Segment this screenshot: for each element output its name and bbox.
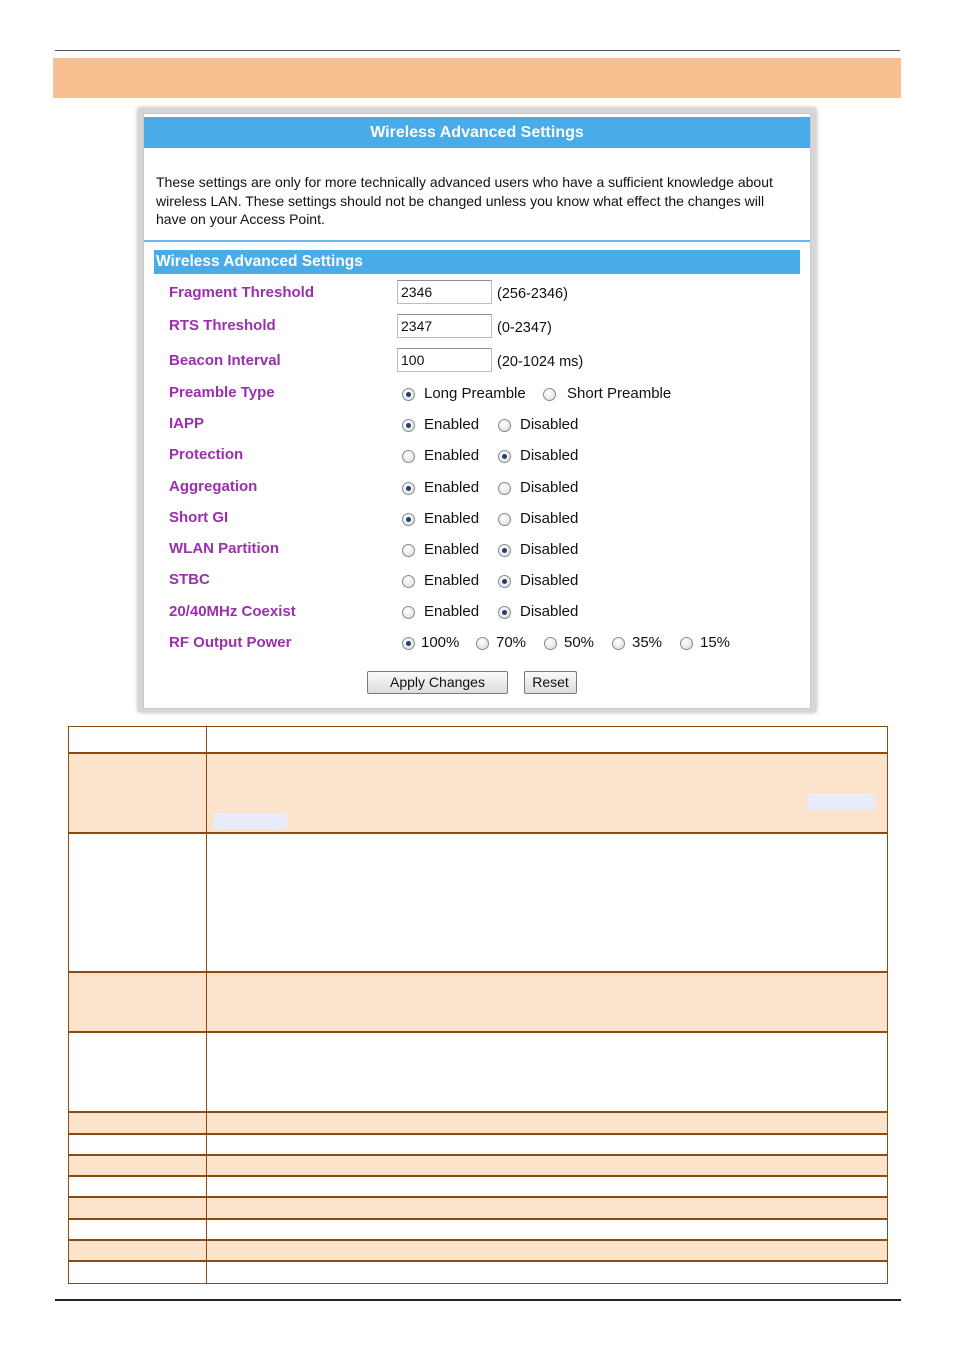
panel-title: Wireless Advanced Settings [144, 117, 810, 148]
table-row [68, 1156, 888, 1177]
screenshot-frame [138, 108, 816, 712]
stbc-enabled-radio[interactable] [402, 575, 415, 588]
beacon-interval-range: (20-1024 ms) [497, 354, 584, 370]
rf-power-35-radio[interactable] [612, 637, 625, 650]
section-band [53, 58, 901, 98]
fragment-threshold-label: Fragment Threshold [169, 284, 315, 301]
coexist-disabled-radio[interactable] [498, 606, 511, 619]
iapp-enabled-label: Enabled [424, 416, 480, 433]
long-preamble-label: Long Preamble [424, 385, 526, 402]
aggregation-disabled-radio[interactable] [498, 482, 511, 495]
preamble-type-label: Preamble Type [169, 384, 275, 401]
wlan-partition-enabled-radio[interactable] [402, 544, 415, 557]
section-title: Wireless Advanced Settings [154, 250, 800, 274]
rf-power-100-label: 100% [421, 634, 460, 651]
wlan-partition-disabled-label: Disabled [520, 541, 579, 558]
table-row [68, 1135, 888, 1156]
stbc-disabled-label: Disabled [520, 572, 579, 589]
aggregation-label: Aggregation [169, 478, 258, 495]
rf-power-50-radio[interactable] [544, 637, 557, 650]
rf-power-100-radio[interactable] [402, 637, 415, 650]
stbc-enabled-label: Enabled [424, 572, 480, 589]
reset-button[interactable]: Reset [524, 671, 577, 694]
fragment-threshold-range: (256-2346) [497, 286, 568, 302]
table-row [68, 726, 888, 754]
link-highlight [214, 813, 287, 829]
coexist-label: 20/40MHz Coexist [169, 603, 296, 620]
short-preamble-radio[interactable] [543, 388, 556, 401]
table-row [68, 1220, 888, 1241]
protection-enabled-label: Enabled [424, 447, 480, 464]
table-row [68, 834, 888, 973]
footer-rule [55, 1299, 901, 1301]
aggregation-enabled-label: Enabled [424, 479, 480, 496]
rts-threshold-range: (0-2347) [497, 320, 552, 336]
long-preamble-radio[interactable] [402, 388, 415, 401]
short-gi-enabled-radio[interactable] [402, 513, 415, 526]
table-row [68, 754, 888, 834]
wlan-partition-label: WLAN Partition [169, 540, 279, 557]
rts-threshold-input[interactable] [397, 314, 492, 338]
iapp-disabled-radio[interactable] [498, 419, 511, 432]
rf-output-power-label: RF Output Power [169, 634, 292, 651]
apply-changes-button[interactable]: Apply Changes [367, 671, 508, 694]
coexist-disabled-label: Disabled [520, 603, 579, 620]
protection-enabled-radio[interactable] [402, 450, 415, 463]
stbc-label: STBC [169, 571, 210, 588]
protection-disabled-label: Disabled [520, 447, 579, 464]
beacon-interval-input[interactable] [397, 348, 492, 372]
beacon-interval-label: Beacon Interval [169, 352, 281, 369]
fragment-threshold-input[interactable] [397, 280, 492, 304]
header-rule [55, 50, 900, 51]
settings-panel [143, 113, 811, 709]
aggregation-disabled-label: Disabled [520, 479, 579, 496]
rf-power-50-label: 50% [564, 634, 595, 651]
intro-text: These settings are only for more technically advanced users who have a sufficient knowledge about wireless LAN. These settings should not be changed unless you know what effect the changes will have on your Access Point. [156, 174, 773, 227]
iapp-enabled-radio[interactable] [402, 419, 415, 432]
iapp-disabled-label: Disabled [520, 416, 579, 433]
table-row [68, 1177, 888, 1198]
rf-power-70-label: 70% [496, 634, 527, 651]
short-gi-disabled-label: Disabled [520, 510, 579, 527]
table-row [68, 973, 888, 1033]
rf-power-15-radio[interactable] [680, 637, 693, 650]
rf-power-70-radio[interactable] [476, 637, 489, 650]
link-highlight [807, 794, 875, 810]
aggregation-enabled-radio[interactable] [402, 482, 415, 495]
table-row [68, 1033, 888, 1113]
rf-power-15-label: 15% [700, 634, 731, 651]
stbc-disabled-radio[interactable] [498, 575, 511, 588]
coexist-enabled-radio[interactable] [402, 606, 415, 619]
rf-power-35-label: 35% [632, 634, 663, 651]
short-gi-enabled-label: Enabled [424, 510, 480, 527]
table-row [68, 1113, 888, 1135]
short-gi-disabled-radio[interactable] [498, 513, 511, 526]
wlan-partition-disabled-radio[interactable] [498, 544, 511, 557]
table-row [68, 1198, 888, 1220]
iapp-label: IAPP [169, 415, 205, 432]
divider [144, 240, 810, 242]
wlan-partition-enabled-label: Enabled [424, 541, 480, 558]
rts-threshold-label: RTS Threshold [169, 317, 276, 334]
short-preamble-label: Short Preamble [567, 385, 672, 402]
short-gi-label: Short GI [169, 509, 229, 526]
coexist-enabled-label: Enabled [424, 603, 480, 620]
protection-disabled-radio[interactable] [498, 450, 511, 463]
protection-label: Protection [169, 446, 244, 463]
table-row [68, 1241, 888, 1262]
table-row [68, 1262, 888, 1284]
